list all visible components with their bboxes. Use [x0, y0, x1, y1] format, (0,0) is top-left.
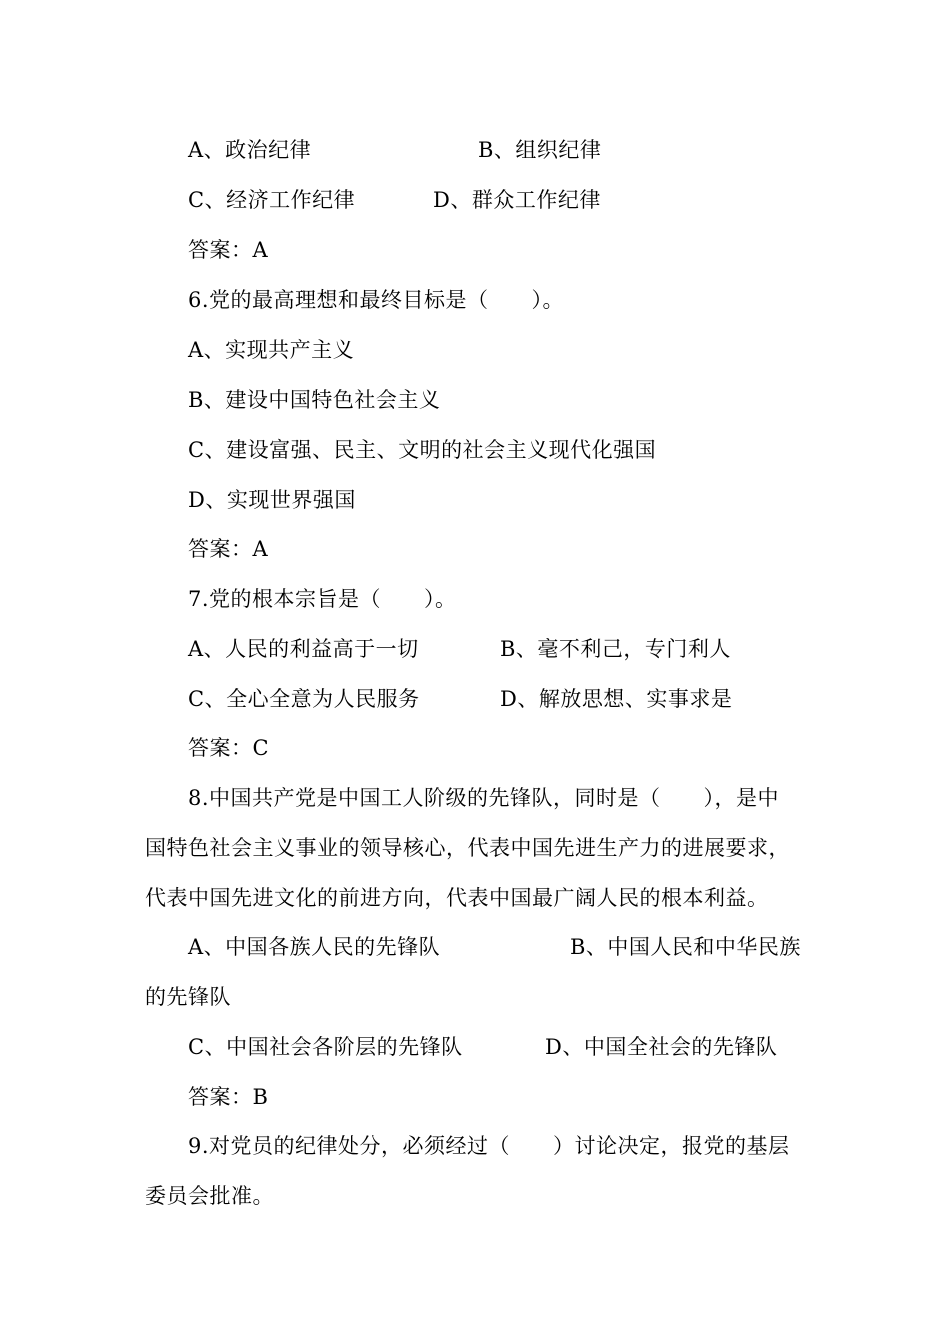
- q9-question-line2: 委员会批准。: [145, 1184, 274, 1208]
- q6-option-c: C、建设富强、民主、文明的社会主义现代化强国: [188, 438, 657, 462]
- q7-question: 7.党的根本宗旨是（ ）。: [188, 587, 457, 611]
- q8-answer: 答案：B: [188, 1085, 269, 1109]
- q8-question-line1: 8.中国共产党是中国工人阶级的先锋队，同时是（ ），是中: [188, 786, 780, 810]
- q8-option-a: A、中国各族人民的先锋队: [188, 935, 441, 959]
- q7-option-d: D、解放思想、实事求是: [500, 687, 733, 711]
- q7-answer: 答案：C: [188, 736, 270, 760]
- q5-option-c: C、经济工作纪律: [188, 188, 356, 212]
- q6-option-a: A、实现共产主义: [188, 338, 355, 362]
- q5-option-a: A、政治纪律: [188, 138, 312, 162]
- q6-question: 6.党的最高理想和最终目标是（ ）。: [188, 288, 565, 312]
- q7-option-b: B、毫不利己，专门利人: [500, 637, 731, 661]
- q8-question-line2: 国特色社会主义事业的领导核心，代表中国先进生产力的进展要求，: [145, 836, 790, 860]
- q6-option-d: D、实现世界强国: [188, 488, 356, 512]
- q7-option-c: C、全心全意为人民服务: [188, 687, 420, 711]
- q8-question-line3: 代表中国先进文化的前进方向，代表中国最广阔人民的根本利益。: [145, 886, 769, 910]
- q9-question-line1: 9.对党员的纪律处分，必须经过（ ）讨论决定，报党的基层: [188, 1134, 790, 1158]
- q5-option-b: B、组织纪律: [478, 138, 602, 162]
- q8-option-d: D、中国全社会的先锋队: [545, 1035, 778, 1059]
- q6-option-b: B、建设中国特色社会主义: [188, 388, 441, 412]
- q8-option-b-line2: 的先锋队: [145, 985, 231, 1009]
- q7-option-a: A、人民的利益高于一切: [188, 637, 419, 661]
- q5-option-d: D、群众工作纪律: [433, 188, 601, 212]
- q6-answer: 答案：A: [188, 537, 269, 561]
- q8-option-b-line1: B、中国人民和中华民族: [570, 935, 801, 959]
- q8-option-c: C、中国社会各阶层的先锋队: [188, 1035, 463, 1059]
- q5-answer: 答案：A: [188, 238, 269, 262]
